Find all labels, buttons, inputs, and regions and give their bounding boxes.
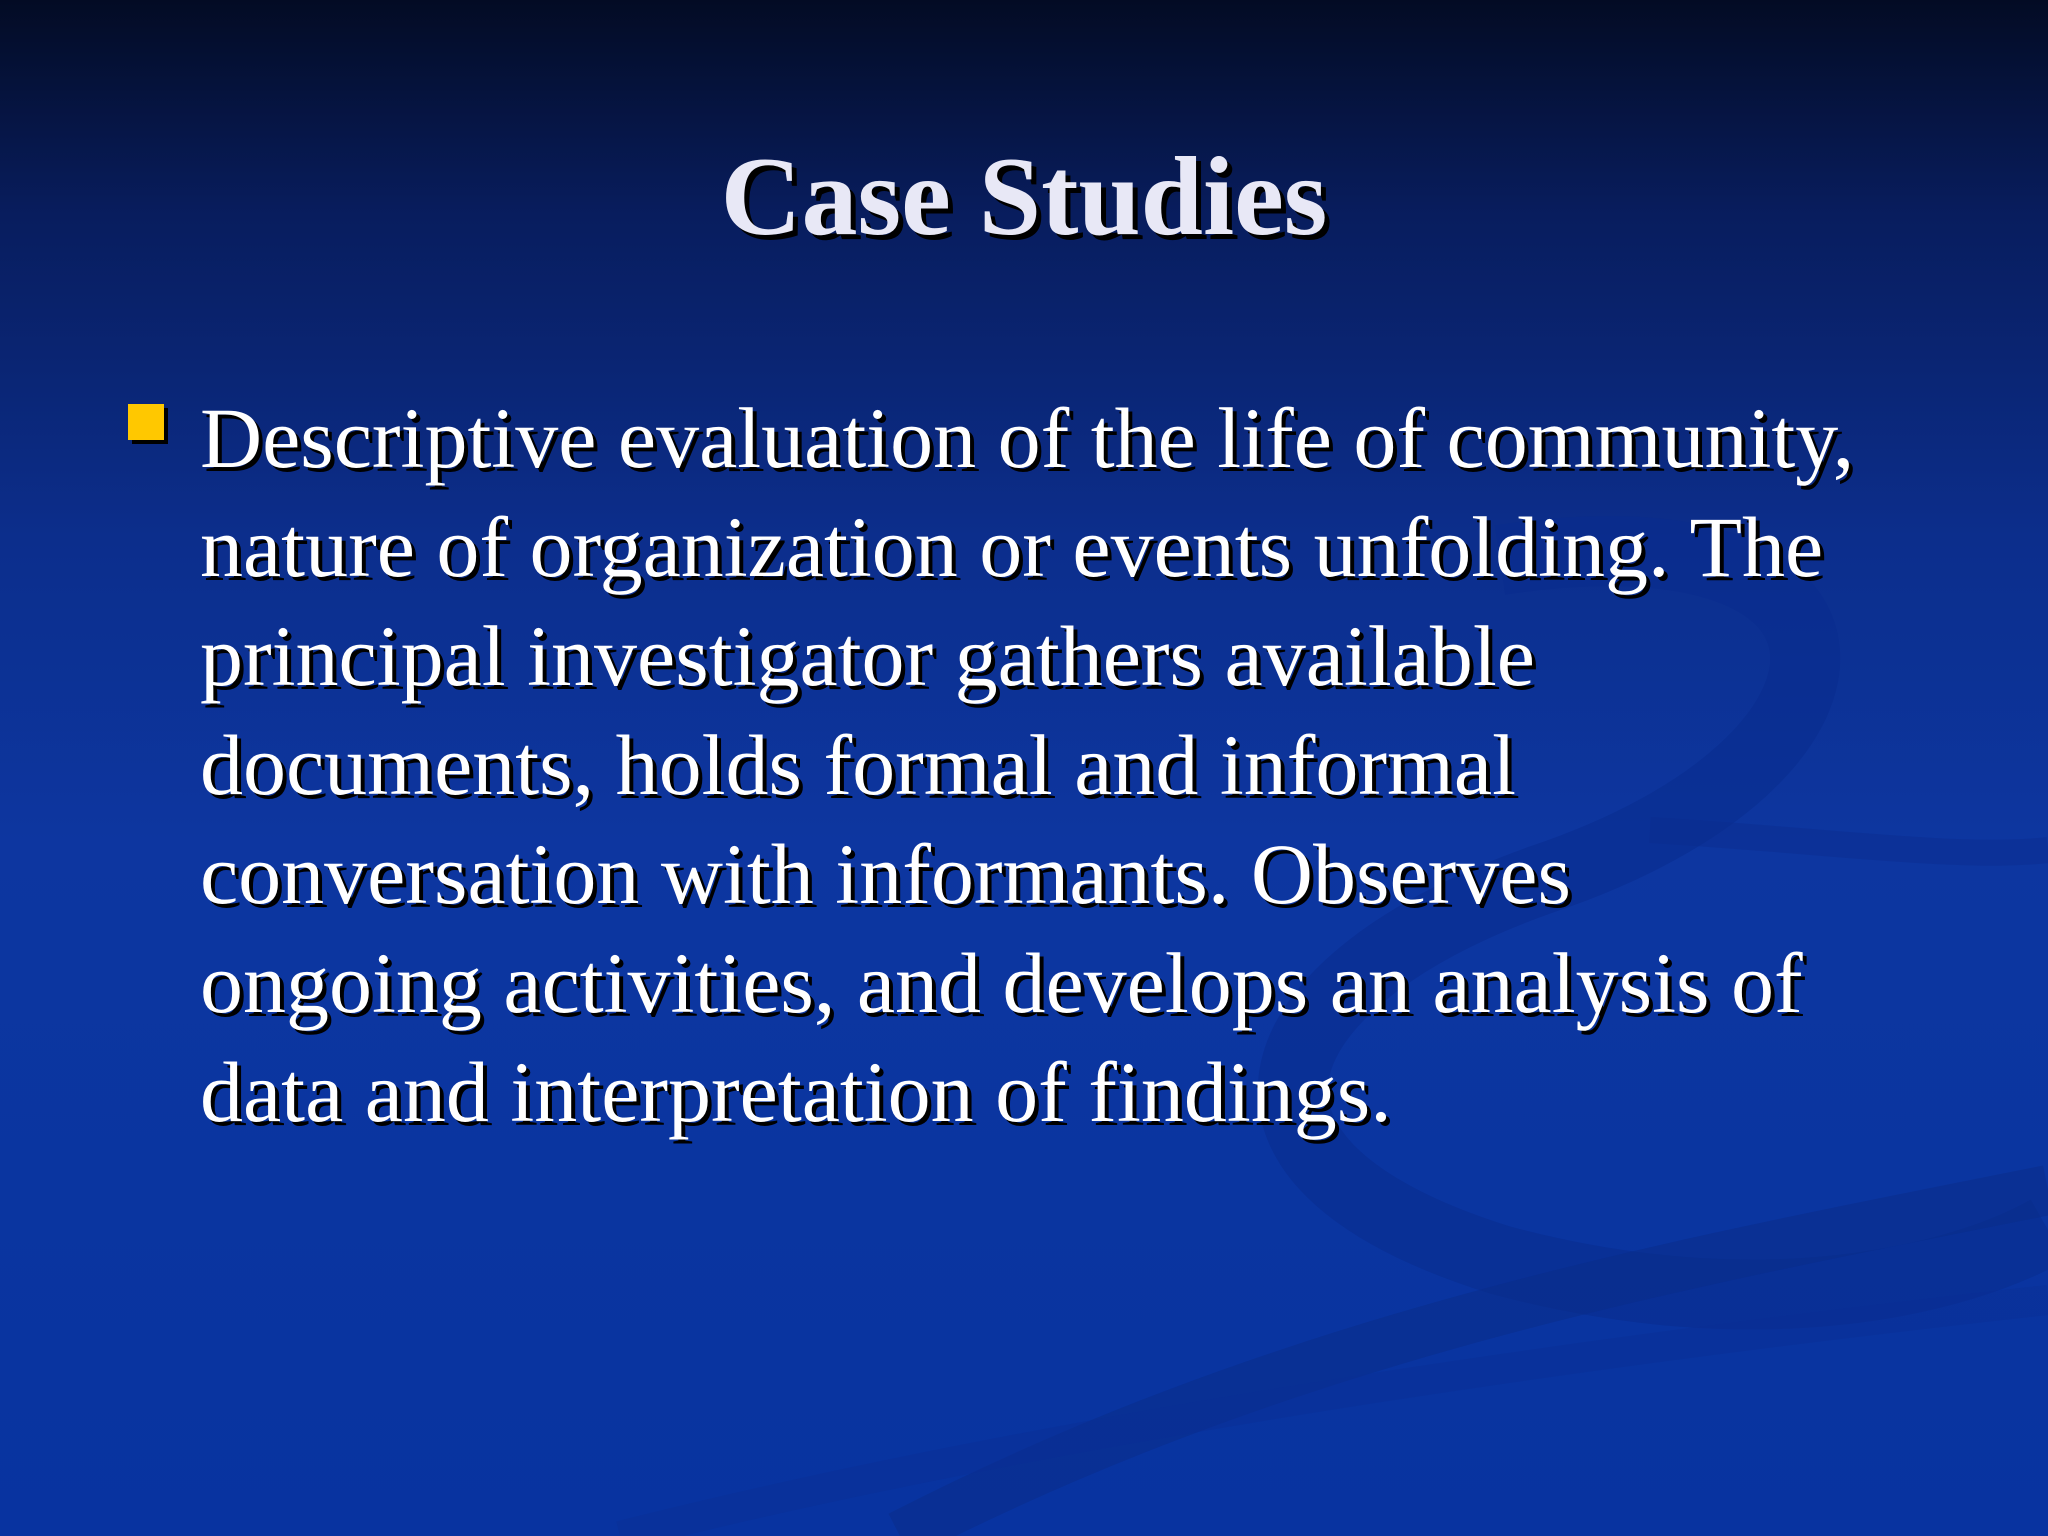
slide-title: Case Studies	[720, 135, 1328, 259]
bullet-text: Descriptive evaluation of the life of community, nature of organization or events unfolding. The principal investigator gathers available documents, holds formal and informal conversation with informants. Observes ongoing activities, and develops an analysis of data and interpretation of findings.	[200, 390, 1855, 1140]
square-bullet-icon	[128, 404, 164, 440]
bullet-list	[128, 384, 1928, 1147]
bullet-item	[128, 384, 1928, 1147]
